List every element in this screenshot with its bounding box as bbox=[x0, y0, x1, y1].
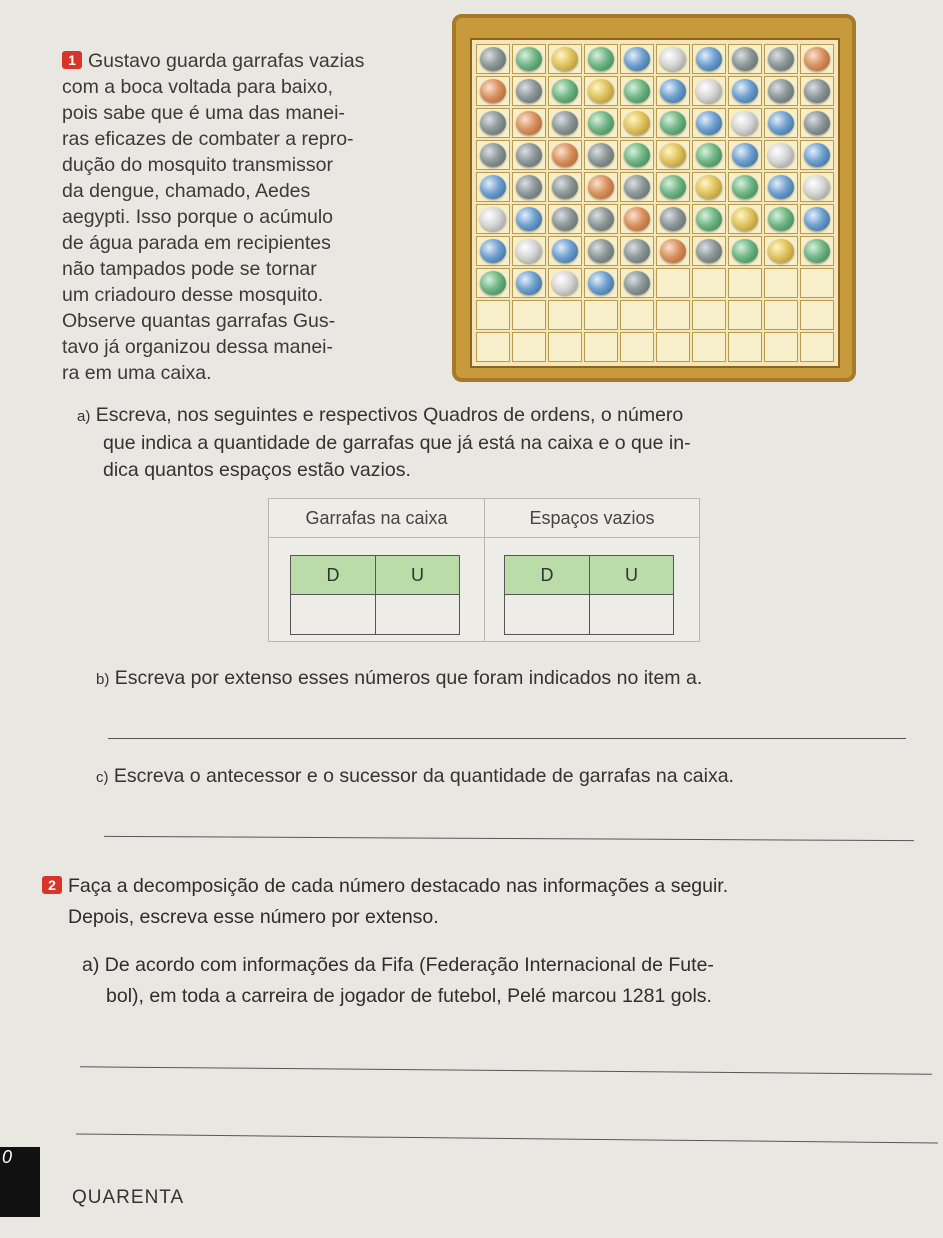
question-2-badge: 2 bbox=[42, 876, 62, 894]
bottle bbox=[512, 236, 546, 266]
bottle bbox=[692, 204, 726, 234]
bottle bbox=[476, 204, 510, 234]
bottle bbox=[584, 268, 618, 298]
answer-line-b[interactable] bbox=[108, 738, 906, 739]
tens-header: D bbox=[505, 556, 589, 595]
table-divider bbox=[484, 499, 485, 641]
bottle-box-illustration bbox=[452, 14, 856, 382]
bottle bbox=[620, 76, 654, 106]
empty-spaces-place-value-chart bbox=[504, 555, 674, 635]
bottle bbox=[764, 140, 798, 170]
empty-slot bbox=[476, 300, 510, 330]
bottle bbox=[800, 44, 834, 74]
bottle bbox=[692, 236, 726, 266]
empty-slot bbox=[656, 300, 690, 330]
bottle bbox=[656, 172, 690, 202]
bottle bbox=[512, 268, 546, 298]
question-2-line-1: Faça a decomposição de cada número destacado nas informações a seguir. bbox=[68, 875, 729, 897]
bottle bbox=[512, 108, 546, 138]
bottle bbox=[476, 76, 510, 106]
bottle-grid bbox=[470, 38, 840, 368]
empty-slot bbox=[764, 268, 798, 298]
item-a-line-3: dica quantos espaços estão vazios. bbox=[103, 459, 411, 481]
intro-line: aegypti. Isso porque o acúmulo bbox=[62, 206, 334, 228]
empty-slot bbox=[512, 300, 546, 330]
bottle bbox=[512, 204, 546, 234]
tens-answer-cell[interactable] bbox=[291, 595, 375, 634]
bottle bbox=[476, 140, 510, 170]
bottle bbox=[584, 140, 618, 170]
intro-line: ra em uma caixa. bbox=[62, 362, 212, 384]
empty-slot bbox=[620, 300, 654, 330]
bottle bbox=[620, 44, 654, 74]
intro-line: 1 Gustavo guarda garrafas vazias bbox=[62, 48, 422, 74]
bottle bbox=[764, 108, 798, 138]
bottle bbox=[692, 108, 726, 138]
bottle bbox=[800, 140, 834, 170]
question-1-intro bbox=[62, 48, 422, 386]
empty-slot bbox=[800, 332, 834, 362]
bottle bbox=[548, 204, 582, 234]
empty-slot bbox=[692, 332, 726, 362]
question-2-item-a bbox=[82, 950, 942, 1012]
q2-item-a-line-1: De acordo com informações da Fifa (Federação Internacional de Fute- bbox=[104, 954, 714, 976]
bottle bbox=[656, 44, 690, 74]
bottle bbox=[800, 108, 834, 138]
bottle bbox=[620, 172, 654, 202]
bottle bbox=[764, 172, 798, 202]
intro-line: da dengue, chamado, Aedes bbox=[62, 180, 311, 202]
page-number: 0 bbox=[0, 1147, 40, 1217]
item-b-text: Escreva por extenso esses números que foram indicados no item a. bbox=[114, 667, 703, 689]
bottle bbox=[800, 172, 834, 202]
bottle bbox=[692, 172, 726, 202]
item-c-label: c) bbox=[96, 769, 109, 786]
bottle bbox=[620, 140, 654, 170]
bottle bbox=[512, 172, 546, 202]
empty-slot bbox=[512, 332, 546, 362]
bottle bbox=[476, 236, 510, 266]
empty-slot bbox=[548, 332, 582, 362]
intro-line: não tampados pode se tornar bbox=[62, 258, 317, 280]
bottle bbox=[728, 108, 762, 138]
q2-item-a-label: a) bbox=[82, 954, 100, 976]
empty-slot bbox=[584, 300, 618, 330]
intro-line: Observe quantas garrafas Gus- bbox=[62, 310, 336, 332]
item-b-label: b) bbox=[96, 671, 110, 688]
bottle bbox=[548, 44, 582, 74]
bottle bbox=[692, 76, 726, 106]
bottle bbox=[656, 236, 690, 266]
bottle bbox=[764, 204, 798, 234]
table-left-title: Garrafas na caixa bbox=[305, 508, 448, 528]
empty-slot bbox=[728, 300, 762, 330]
bottle bbox=[620, 236, 654, 266]
intro-line: um criadouro desse mosquito. bbox=[62, 284, 324, 306]
bottle bbox=[800, 236, 834, 266]
bottle bbox=[548, 268, 582, 298]
intro-line: de água parada em recipientes bbox=[62, 232, 331, 254]
empty-slot bbox=[584, 332, 618, 362]
question-1-item-a bbox=[77, 402, 887, 484]
item-a-line-2: que indica a quantidade de garrafas que já está na caixa e o que in- bbox=[103, 432, 691, 454]
bottle bbox=[800, 76, 834, 106]
empty-slot bbox=[800, 300, 834, 330]
bottle bbox=[620, 108, 654, 138]
empty-slot bbox=[728, 332, 762, 362]
units-answer-cell[interactable] bbox=[376, 595, 459, 634]
empty-slot bbox=[692, 268, 726, 298]
bottle bbox=[584, 204, 618, 234]
bottle bbox=[728, 204, 762, 234]
item-a-label: a) bbox=[77, 408, 91, 425]
units-answer-cell[interactable] bbox=[590, 595, 673, 634]
empty-slot bbox=[728, 268, 762, 298]
bottle bbox=[728, 172, 762, 202]
bottle bbox=[548, 140, 582, 170]
bottle bbox=[692, 140, 726, 170]
bottle bbox=[548, 76, 582, 106]
bottle bbox=[476, 268, 510, 298]
bottle bbox=[764, 76, 798, 106]
units-header: U bbox=[590, 556, 673, 595]
table-right-title: Espaços vazios bbox=[529, 508, 655, 528]
empty-slot bbox=[656, 332, 690, 362]
question-1-item-c bbox=[96, 765, 734, 788]
bottle bbox=[728, 236, 762, 266]
bottle bbox=[800, 204, 834, 234]
empty-slot bbox=[476, 332, 510, 362]
bottle bbox=[728, 44, 762, 74]
bottle bbox=[584, 108, 618, 138]
bottle bbox=[548, 108, 582, 138]
bottle bbox=[512, 76, 546, 106]
bottle bbox=[548, 172, 582, 202]
bottle bbox=[728, 140, 762, 170]
bottle bbox=[764, 44, 798, 74]
table-header-divider bbox=[269, 537, 699, 538]
bottle bbox=[584, 44, 618, 74]
tens-header: D bbox=[291, 556, 375, 595]
intro-line: tavo já organizou dessa manei- bbox=[62, 336, 333, 358]
question-1-item-b bbox=[96, 667, 702, 690]
bottle bbox=[584, 76, 618, 106]
bottle bbox=[584, 236, 618, 266]
empty-slot bbox=[620, 332, 654, 362]
item-c-text: Escreva o antecessor e o sucessor da quantidade de garrafas na caixa. bbox=[113, 765, 734, 787]
empty-slot bbox=[656, 268, 690, 298]
answer-line-2a-1[interactable] bbox=[80, 1066, 932, 1074]
answer-line-c[interactable] bbox=[104, 836, 914, 841]
place-value-tables bbox=[268, 498, 700, 642]
page-number-words: QUARENTA bbox=[72, 1187, 185, 1208]
bottle bbox=[728, 76, 762, 106]
empty-slot bbox=[764, 332, 798, 362]
bottles-place-value-chart bbox=[290, 555, 460, 635]
bottle bbox=[656, 108, 690, 138]
bottle bbox=[512, 44, 546, 74]
empty-slot bbox=[548, 300, 582, 330]
bottle bbox=[656, 204, 690, 234]
question-1-badge: 1 bbox=[62, 51, 82, 69]
bottle bbox=[548, 236, 582, 266]
intro-line: pois sabe que é uma das manei- bbox=[62, 102, 345, 124]
intro-line: ras eficazes de combater a repro- bbox=[62, 128, 354, 150]
bottle bbox=[512, 140, 546, 170]
bottle bbox=[692, 44, 726, 74]
bottle bbox=[620, 204, 654, 234]
empty-slot bbox=[800, 268, 834, 298]
empty-slot bbox=[764, 300, 798, 330]
bottle bbox=[620, 268, 654, 298]
bottle bbox=[476, 108, 510, 138]
tens-answer-cell[interactable] bbox=[505, 595, 589, 634]
bottle bbox=[656, 76, 690, 106]
q2-item-a-line-2: bol), em toda a carreira de jogador de futebol, Pelé marcou 1281 gols. bbox=[106, 985, 712, 1007]
intro-line: dução do mosquito transmissor bbox=[62, 154, 333, 176]
question-2-line-2: Depois, escreva esse número por extenso. bbox=[68, 906, 439, 928]
bottle bbox=[584, 172, 618, 202]
item-a-line-1: Escreva, nos seguintes e respectivos Quadros de ordens, o número bbox=[95, 404, 684, 426]
answer-line-2a-2[interactable] bbox=[76, 1133, 938, 1143]
bottle bbox=[476, 172, 510, 202]
units-header: U bbox=[376, 556, 459, 595]
question-2 bbox=[42, 871, 922, 933]
bottle bbox=[764, 236, 798, 266]
intro-line: com a boca voltada para baixo, bbox=[62, 76, 334, 98]
empty-slot bbox=[692, 300, 726, 330]
bottle bbox=[656, 140, 690, 170]
bottle bbox=[476, 44, 510, 74]
